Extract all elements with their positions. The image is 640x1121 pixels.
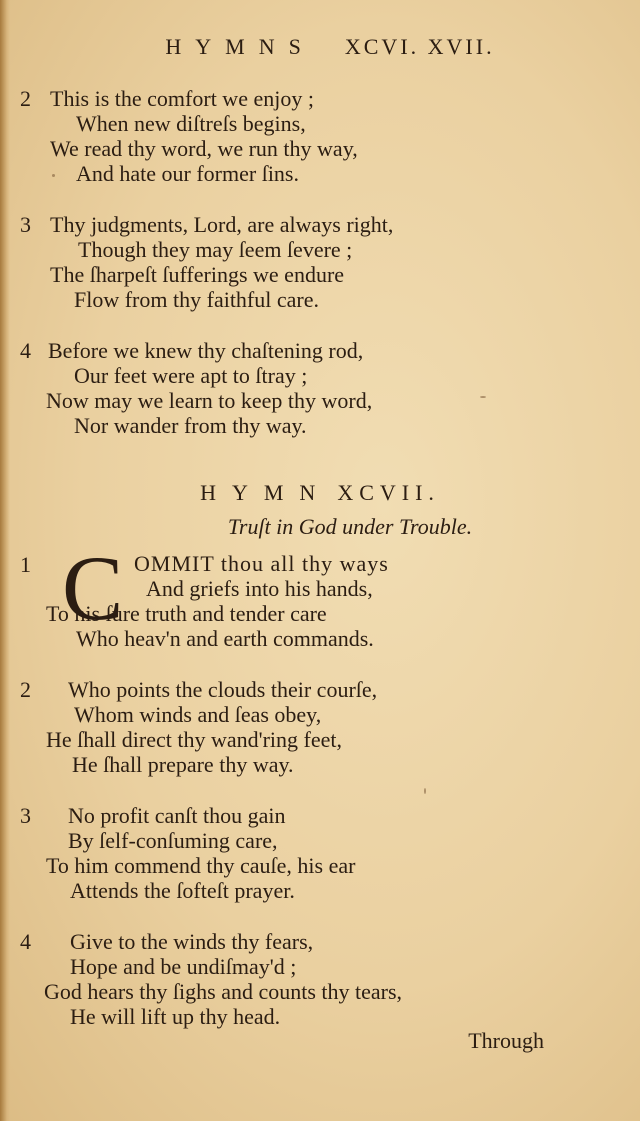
catchword: Through bbox=[468, 1028, 544, 1053]
hymn-subtitle: Truſt in God under Trouble. bbox=[227, 514, 473, 539]
verse-line: By ſelf-conſuming care, bbox=[68, 828, 278, 853]
verse-line: Whom winds and ſeas obey, bbox=[74, 702, 322, 727]
verse-line: Attends the ſofteſt prayer. bbox=[70, 878, 295, 903]
verse-line: OMMIT thou all thy ways bbox=[134, 551, 389, 576]
running-head-left: HYMNS bbox=[165, 34, 315, 59]
running-head-right: XCVI. XVII. bbox=[344, 34, 495, 59]
drop-cap: C bbox=[62, 537, 124, 639]
verse-line: To his ſure truth and tender care bbox=[46, 601, 327, 626]
verse-line: Though they may ſeem ſevere ; bbox=[78, 237, 353, 262]
hymn-title-number: XCVII. bbox=[337, 480, 440, 505]
verse-line: To him commend thy cauſe, his ear bbox=[46, 853, 356, 878]
verse-line: When new diſtreſs begins, bbox=[76, 111, 306, 136]
verse-line: Flow from thy faithful care. bbox=[74, 287, 319, 312]
ink-speck bbox=[480, 396, 486, 398]
ink-speck bbox=[52, 174, 55, 177]
stanza-number: 2 bbox=[20, 677, 31, 702]
hymn-title-word: HYMN bbox=[200, 480, 332, 505]
verse-line: He ſhall direct thy wand'ring feet, bbox=[46, 727, 342, 752]
stanza-number: 3 bbox=[20, 212, 31, 237]
verse-line: Hope and be undiſmay'd ; bbox=[70, 954, 297, 979]
stanza-number: 2 bbox=[20, 86, 31, 111]
ink-speck bbox=[424, 788, 426, 794]
verse-line: He ſhall prepare thy way. bbox=[72, 752, 294, 777]
verse-line: God hears thy ſighs and counts thy tears, bbox=[44, 979, 403, 1004]
verse-line: Who points the clouds their courſe, bbox=[68, 677, 378, 702]
verse-line: The ſharpeſt ſufferings we endure bbox=[50, 262, 345, 287]
verse-line: We read thy word, we run thy way, bbox=[50, 136, 358, 161]
verse-line: Who heav'n and earth commands. bbox=[76, 626, 374, 651]
stanza-number: 4 bbox=[20, 338, 31, 363]
verse-line: Nor wander from thy way. bbox=[74, 413, 307, 438]
verse-line: Thy judgments, Lord, are always right, bbox=[50, 212, 394, 237]
verse-line: And hate our former ſins. bbox=[76, 161, 299, 186]
verse-line: Our feet were apt to ſtray ; bbox=[74, 363, 308, 388]
stanza-number: 4 bbox=[20, 929, 31, 954]
verse-line: He will lift up thy head. bbox=[70, 1004, 281, 1029]
verse-line: Now may we learn to keep thy word, bbox=[46, 388, 373, 413]
hymn-title bbox=[0, 480, 640, 506]
verse-line: Give to the winds thy fears, bbox=[70, 929, 314, 954]
running-head bbox=[0, 34, 640, 60]
page-gutter bbox=[0, 0, 10, 1121]
stanza-number: 3 bbox=[20, 803, 31, 828]
verse-line: This is the comfort we enjoy ; bbox=[50, 86, 314, 111]
verse-line: Before we knew thy chaſtening rod, bbox=[48, 338, 364, 363]
verse-line: No profit canſt thou gain bbox=[68, 803, 286, 828]
verse-line: And griefs into his hands, bbox=[146, 576, 373, 601]
stanza-number: 1 bbox=[20, 552, 31, 577]
